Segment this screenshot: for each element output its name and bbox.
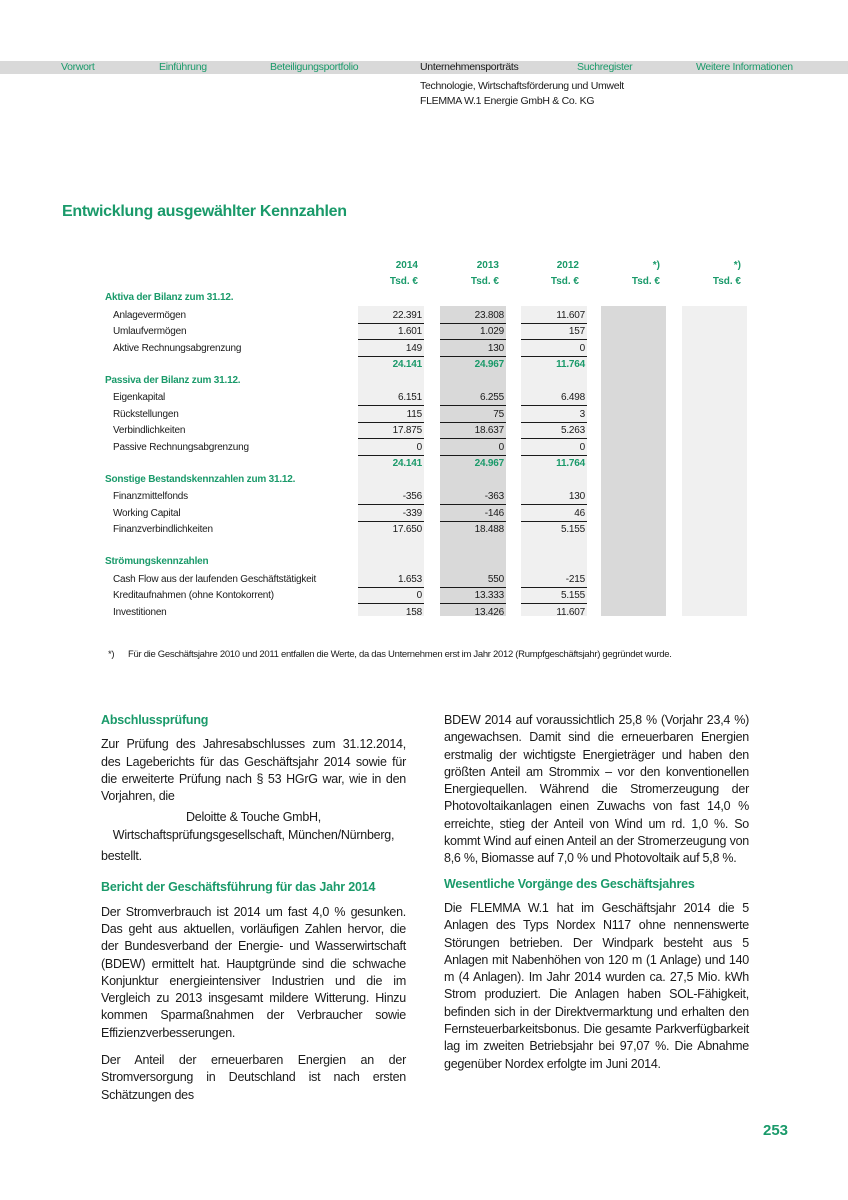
auditor-name: Deloitte & Touche GmbH, Wirtschaftsprüfungsgesellschaft, München/Nürnberg, (112, 810, 395, 842)
table-cell: 18.488 (474, 524, 504, 535)
table-cell: 0 (358, 588, 424, 604)
report-paragraph-1: Der Stromverbrauch ist 2014 um fast 4,0 % gesunken. Das geht aus aktuellen, vorläufigen Zahlen hervor, die der Bundesverband der Energie- und Wasserwirtschaft (BDEW) ermittelt hat. Hauptgründe sind die schwache Konjunktur energieintensiver Industrien und die im Vergleich zu 2013 insgesamt mildere Witterung. Hinzu kommen Sparmaßnahmen der Verbraucher sowie Effizienzverbesserungen. (101, 904, 406, 1040)
table-cell: -215 (521, 572, 587, 588)
breadcrumb-company: FLEMMA W.1 Energie GmbH & Co. KG (420, 95, 595, 107)
table-cell: 550 (440, 572, 506, 588)
right-text-column (444, 712, 749, 1079)
column-unit: Tsd. € (550, 276, 579, 287)
table-group-label: Sonstige Bestandskennzahlen zum 31.12. (105, 473, 296, 485)
table-cell: -146 (440, 506, 506, 522)
table-cell: 23.808 (440, 308, 506, 324)
table-cell: 0 (440, 440, 506, 456)
table-group-label: Strömungskennzahlen (105, 556, 209, 567)
nav-item-einfuehrung[interactable]: Einführung (159, 61, 207, 73)
column-unit: Tsd. € (389, 276, 418, 287)
column-unit: Tsd. € (631, 276, 660, 287)
audit-end: bestellt. (101, 849, 142, 864)
page-number: 253 (763, 1122, 789, 1139)
nav-item-weitere-informationen[interactable]: Weitere Informationen (696, 61, 793, 73)
table-cell: 11.607 (521, 308, 587, 324)
column-bg-empty-1 (601, 306, 666, 616)
table-row-label: Umlaufvermögen (113, 326, 187, 337)
table-cell: 6.498 (521, 390, 587, 406)
nav-item-vorwort[interactable]: Vorwort (61, 61, 95, 73)
table-row-label: Finanzverbindlichkeiten (113, 524, 213, 535)
table-row-label: Investitionen (113, 606, 167, 618)
heading-abschlusspruefung: Abschlussprüfung (101, 713, 209, 727)
table-cell: 11.607 (556, 606, 585, 618)
table-cell: 18.637 (440, 423, 506, 439)
heading-wesentliche-vorgaenge: Wesentliche Vorgänge des Geschäftsjahres (444, 876, 695, 891)
table-group-label: Aktiva der Bilanz zum 31.12. (105, 292, 234, 303)
table-row-label: Aktive Rechnungsabgrenzung (113, 342, 242, 354)
table-cell: 6.151 (358, 390, 424, 406)
table-row-label: Rückstellungen (113, 408, 179, 420)
table-cell: 0 (521, 440, 587, 456)
table-row-label: Verbindlichkeiten (113, 425, 186, 436)
table-row-label: Anlagevermögen (113, 309, 186, 321)
table-group-label: Passiva der Bilanz zum 31.12. (105, 374, 241, 386)
table-cell: 1.653 (358, 572, 424, 588)
table-cell: 75 (440, 407, 506, 423)
table-cell: 149 (358, 341, 424, 357)
column-year: *) (652, 260, 660, 271)
table-total-cell: 24.141 (392, 359, 422, 370)
left-text-column (101, 712, 406, 1110)
table-cell: 130 (521, 489, 587, 505)
table-row-label: Finanzmittelfonds (113, 491, 188, 502)
table-cell: 17.875 (358, 423, 424, 439)
events-paragraph: Die FLEMMA W.1 hat im Geschäftsjahr 2014 die 5 Anlagen des Typs Nordex N117 ohne nennenswerte Störungen betrieben. Der Windpark besteht aus 5 Anlagen mit Nabenhöhen von 120 m (1 Anlage) und 140 m (4 Anlagen). Im Jahr 2014 wurden ca. 27,5 Mio. kWh Strom produziert. Die Anlagen haben SOL-Fähigkeit, befinden sich in der Direktvermarktung und erhalten den Fernsteuerbarkeitsbonus. Die gesamte Parkverfügbarkeit lag im zweiten Betriebsjahr bei 97,07 %. Die Abnahme gegenüber Nordex erfolgte im Juni 2014. (444, 900, 749, 1071)
heading-bericht-geschaeftsfuehrung: Bericht der Geschäftsführung für das Jahr 2014 (101, 880, 376, 895)
table-row-label: Passive Rechnungsabgrenzung (113, 441, 249, 453)
section-title: Entwicklung ausgewählter Kennzahlen (62, 203, 347, 220)
nav-item-suchregister[interactable]: Suchregister (577, 61, 633, 73)
footnote-text: Für die Geschäftsjahre 2010 und 2011 entfallen die Werte, da das Unternehmen erst im Jahr 2012 (Rumpfgeschäftsjahr) gegründet wurde. (128, 649, 672, 660)
table-cell: 115 (358, 407, 424, 423)
column-year: 2013 (476, 260, 499, 271)
table-cell: 6.255 (440, 390, 506, 406)
nav-item-beteiligungsportfolio[interactable]: Beteiligungsportfolio (270, 61, 359, 73)
table-cell: 13.426 (474, 606, 504, 618)
table-cell: 1.601 (358, 324, 424, 340)
report-paragraph-2-continued: BDEW 2014 auf voraussichtlich 25,8 % (Vorjahr 23,4 %) angewachsen. Damit sind die erneuerbaren Energien erstmalig der wichtigste Energieträger und haben den größten Anteil am Strommix – vor den konventionellen Energiequellen. Während die Stromerzeugung der Photovoltaikanlagen einen Zuwachs von fast 14,0 % erreichte, stieg der Anteil von Wind um rd. 1,0 %. So kommt Wind auf einen Anteil an der Stromerzeugung von 8,6 %, Biomasse auf 7,0 % und Photovoltaik auf 5,8 %. (444, 713, 749, 866)
table-row-label: Working Capital (113, 507, 181, 519)
audit-paragraph: Zur Prüfung des Jahresabschlusses zum 31.12.2014, des Lageberichts für das Geschäftsjahr 2014 sowie für die erweiterte Prüfung nach § 53 HGrG war, wie in den Vorjahren, die (101, 737, 406, 804)
table-cell: 5.155 (560, 524, 585, 535)
table-cell: 17.650 (392, 524, 422, 535)
table-cell: 130 (440, 341, 506, 357)
table-row-label: Cash Flow aus der laufenden Geschäftstätigkeit (113, 573, 317, 585)
column-bg-empty-2 (682, 306, 747, 616)
table-row-label: Eigenkapital (113, 392, 166, 403)
column-year: 2012 (556, 260, 579, 271)
table-total-cell: 11.764 (556, 359, 585, 370)
top-navigation (0, 61, 848, 74)
column-year: *) (733, 260, 741, 271)
column-unit: Tsd. € (712, 276, 741, 287)
table-cell: 158 (405, 606, 422, 618)
breadcrumb-category: Technologie, Wirtschaftsförderung und Umwelt (420, 80, 624, 92)
table-footnote (108, 649, 672, 660)
table-cell: 1.029 (440, 324, 506, 340)
table-cell: -356 (358, 489, 424, 505)
report-paragraph-2: Der Anteil der erneuerbaren Energien an der Stromversorgung in Deutschland ist nach ersten Schätzungen des (101, 1053, 406, 1102)
table-total-cell: 24.967 (474, 458, 504, 469)
table-total-cell: 24.967 (474, 359, 504, 370)
table-cell: 22.391 (358, 308, 424, 324)
table-cell: 5.155 (521, 588, 587, 604)
table-cell: 46 (521, 506, 587, 522)
nav-item-unternehmensportraets[interactable]: Unternehmensporträts (420, 61, 519, 73)
table-cell: 5.263 (521, 423, 587, 439)
table-cell: 157 (521, 324, 587, 340)
table-cell: 3 (521, 407, 587, 423)
table-total-cell: 11.764 (556, 458, 585, 469)
table-row-label: Kreditaufnahmen (ohne Kontokorrent) (113, 590, 274, 601)
column-year: 2014 (395, 260, 418, 271)
table-cell: 0 (358, 440, 424, 456)
table-cell: 13.333 (440, 588, 506, 604)
footnote-mark: *) (108, 649, 115, 660)
column-unit: Tsd. € (470, 276, 499, 287)
table-cell: -363 (440, 489, 506, 505)
table-cell: 0 (521, 341, 587, 357)
table-cell: -339 (358, 506, 424, 522)
table-total-cell: 24.141 (392, 458, 422, 469)
